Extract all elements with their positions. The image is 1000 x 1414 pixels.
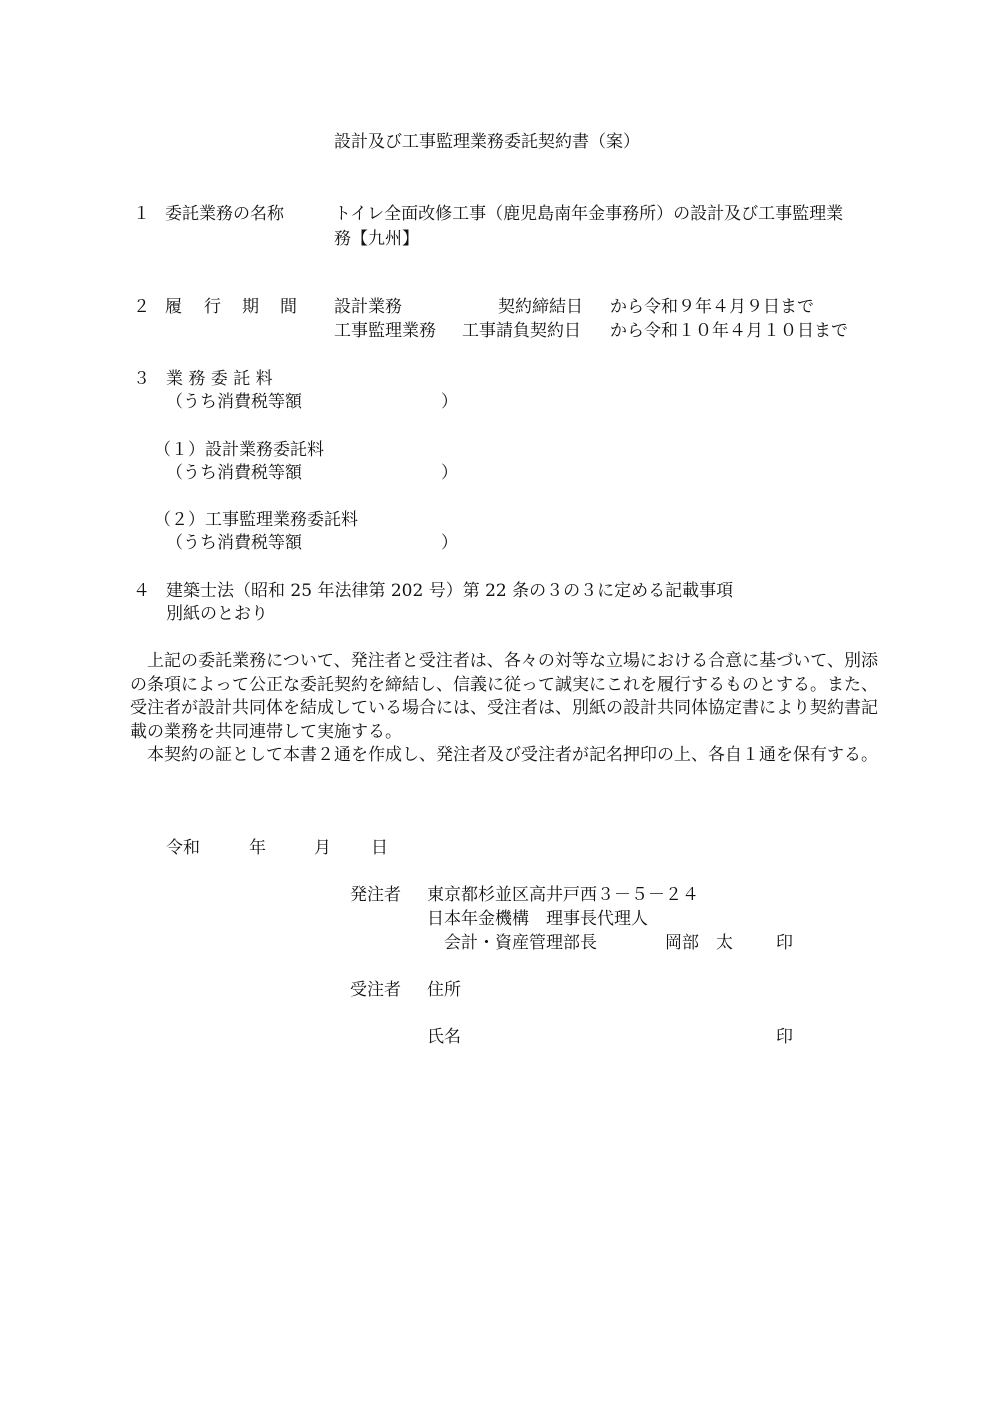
- design-fee-tax-close: ）: [441, 463, 458, 483]
- section-3-tax-open: （うち消費税等額: [166, 392, 302, 412]
- client-organization: 日本年金機構 理事長代理人: [427, 909, 648, 929]
- design-fee-label: （１）設計業務委託料: [154, 440, 324, 460]
- section-2-label-char-2: 行: [204, 297, 221, 317]
- section-2-label-char-1: 履: [165, 297, 182, 317]
- section-2-label-char-4: 間: [280, 297, 297, 317]
- section-2-label-char-3: 期: [242, 297, 259, 317]
- design-fee-tax-open: （うち消費税等額: [166, 463, 302, 483]
- contractor-seal-mark: 印: [776, 1027, 793, 1047]
- contractor-address-label: 住所: [427, 980, 461, 1000]
- supervision-work-end: から令和１０年４月１０日まで: [610, 321, 848, 341]
- supervision-fee-tax-open: （うち消費税等額: [166, 533, 302, 553]
- section-2-number: ２: [133, 297, 150, 317]
- client-role: 発注者: [350, 885, 401, 905]
- section-1-value-line1: トイレ全面改修工事（鹿児島南年金事務所）の設計及び工事監理業: [334, 204, 844, 224]
- section-1-value-line2: 務【九州】: [334, 229, 419, 249]
- date-year: 年: [249, 838, 266, 858]
- section-4-number: ４: [133, 581, 150, 601]
- date-month: 月: [314, 838, 331, 858]
- contractor-role: 受注者: [350, 980, 401, 1000]
- supervision-work-label: 工事監理業務: [334, 321, 436, 341]
- client-name: 岡部 太: [665, 933, 733, 953]
- supervision-fee-tax-close: ）: [441, 533, 458, 553]
- date-day: 日: [371, 838, 388, 858]
- client-position: 会計・資産管理部長: [444, 933, 597, 953]
- section-1-label: 委託業務の名称: [165, 204, 284, 224]
- client-address: 東京都杉並区高井戸西３－５－２４: [427, 885, 699, 905]
- supervision-fee-label: （２）工事監理業務委託料: [154, 510, 358, 530]
- contractor-name-label: 氏名: [427, 1027, 461, 1047]
- section-1-number: １: [133, 204, 150, 224]
- client-seal-mark: 印: [776, 933, 793, 953]
- document-title: 設計及び工事監理業務委託契約書（案）: [334, 132, 640, 152]
- section-3-label: 業 務 委 託 料: [166, 369, 273, 389]
- agreement-paragraph-2: 本契約の証として本書２通を作成し、発注者及び受注者が記名押印の上、各自１通を保有する。: [147, 745, 878, 765]
- section-4-line2: 別紙のとおり: [166, 604, 268, 624]
- design-work-label: 設計業務: [334, 297, 402, 317]
- section-4-line1: 建築士法（昭和 25 年法律第 202 号）第 22 条の３の３に定める記載事項: [166, 581, 734, 601]
- date-era: 令和: [166, 838, 200, 858]
- section-3-tax-close: ）: [441, 392, 458, 412]
- design-work-end: から令和９年４月９日まで: [610, 297, 814, 317]
- agreement-paragraph-1: 上記の委託業務について、発注者と受注者は、各々の対等な立場における合意に基づいて、別添の条項によって公正な委託契約を締結し、信義に従って誠実にこれを履行するものとする。また、受注者が設計共同体を結成している場合には、受注者は、別紙の設計共同体協定書により契約書記載の業務を共同連帯して実施する。: [130, 651, 878, 742]
- supervision-work-start: 工事請負契約日: [462, 321, 581, 341]
- design-work-start: 契約締結日: [498, 297, 583, 317]
- section-3-number: ３: [133, 369, 150, 389]
